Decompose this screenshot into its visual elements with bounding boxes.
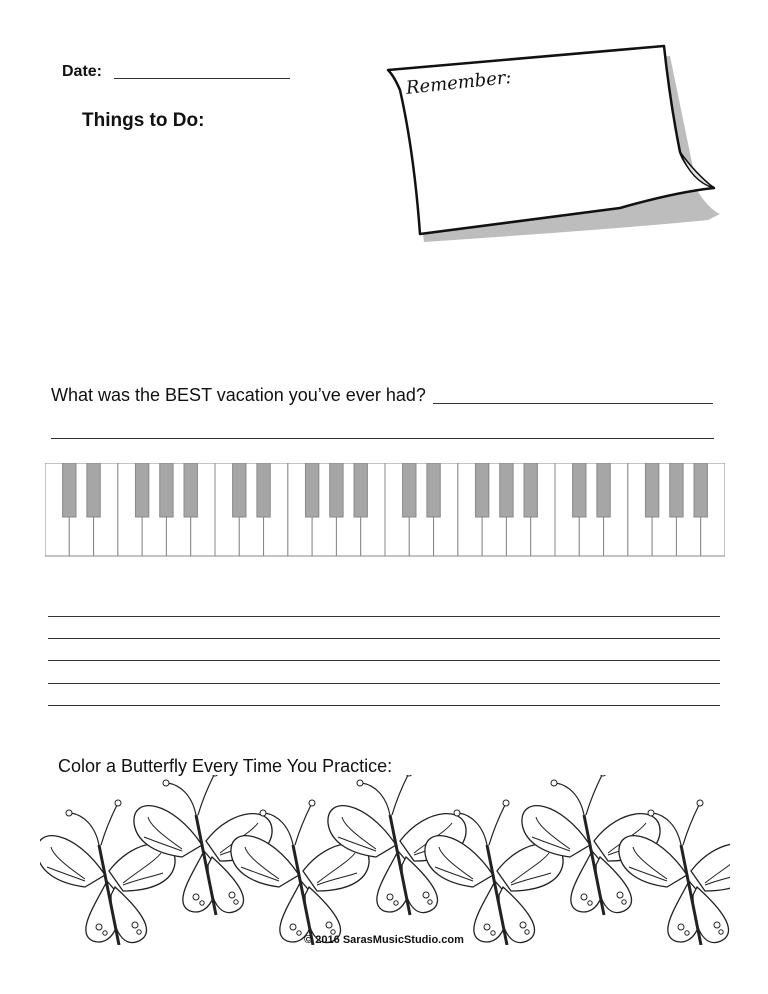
sticky-note bbox=[380, 42, 725, 242]
piano-keyboard bbox=[45, 463, 725, 558]
black-key bbox=[233, 463, 246, 517]
vacation-question-text: What was the BEST vacation you’ve ever had? bbox=[51, 385, 426, 405]
answer-line-2[interactable] bbox=[51, 438, 714, 439]
writing-line-5[interactable] bbox=[48, 705, 720, 706]
writing-line-4[interactable] bbox=[48, 683, 720, 684]
date-label: Date: bbox=[62, 63, 103, 80]
black-key bbox=[694, 463, 707, 517]
black-key bbox=[135, 463, 148, 517]
writing-line-2[interactable] bbox=[48, 638, 720, 639]
black-key bbox=[87, 463, 100, 517]
writing-line-3[interactable] bbox=[48, 660, 720, 661]
writing-line-1[interactable] bbox=[48, 616, 720, 617]
black-key bbox=[354, 463, 367, 517]
black-key bbox=[597, 463, 610, 517]
black-key bbox=[670, 463, 683, 517]
black-key bbox=[184, 463, 197, 517]
black-key bbox=[257, 463, 270, 517]
remember-label: Remember: bbox=[405, 66, 513, 99]
black-key bbox=[63, 463, 76, 517]
copyright-footer: © 2016 SarasMusicStudio.com bbox=[304, 934, 464, 946]
black-key bbox=[427, 463, 440, 517]
black-key bbox=[645, 463, 658, 517]
black-key bbox=[160, 463, 173, 517]
black-key bbox=[475, 463, 488, 517]
date-blank-line[interactable] bbox=[114, 78, 290, 79]
black-key bbox=[330, 463, 343, 517]
color-butterfly-heading: Color a Butterfly Every Time You Practice: bbox=[58, 756, 393, 776]
answer-line-1[interactable] bbox=[433, 403, 713, 404]
black-key bbox=[573, 463, 586, 517]
black-key bbox=[403, 463, 416, 517]
vacation-question bbox=[51, 385, 426, 406]
black-key bbox=[305, 463, 318, 517]
butterfly-row bbox=[40, 775, 730, 945]
things-to-do-heading: Things to Do: bbox=[82, 110, 205, 131]
black-key bbox=[500, 463, 513, 517]
black-key bbox=[524, 463, 537, 517]
